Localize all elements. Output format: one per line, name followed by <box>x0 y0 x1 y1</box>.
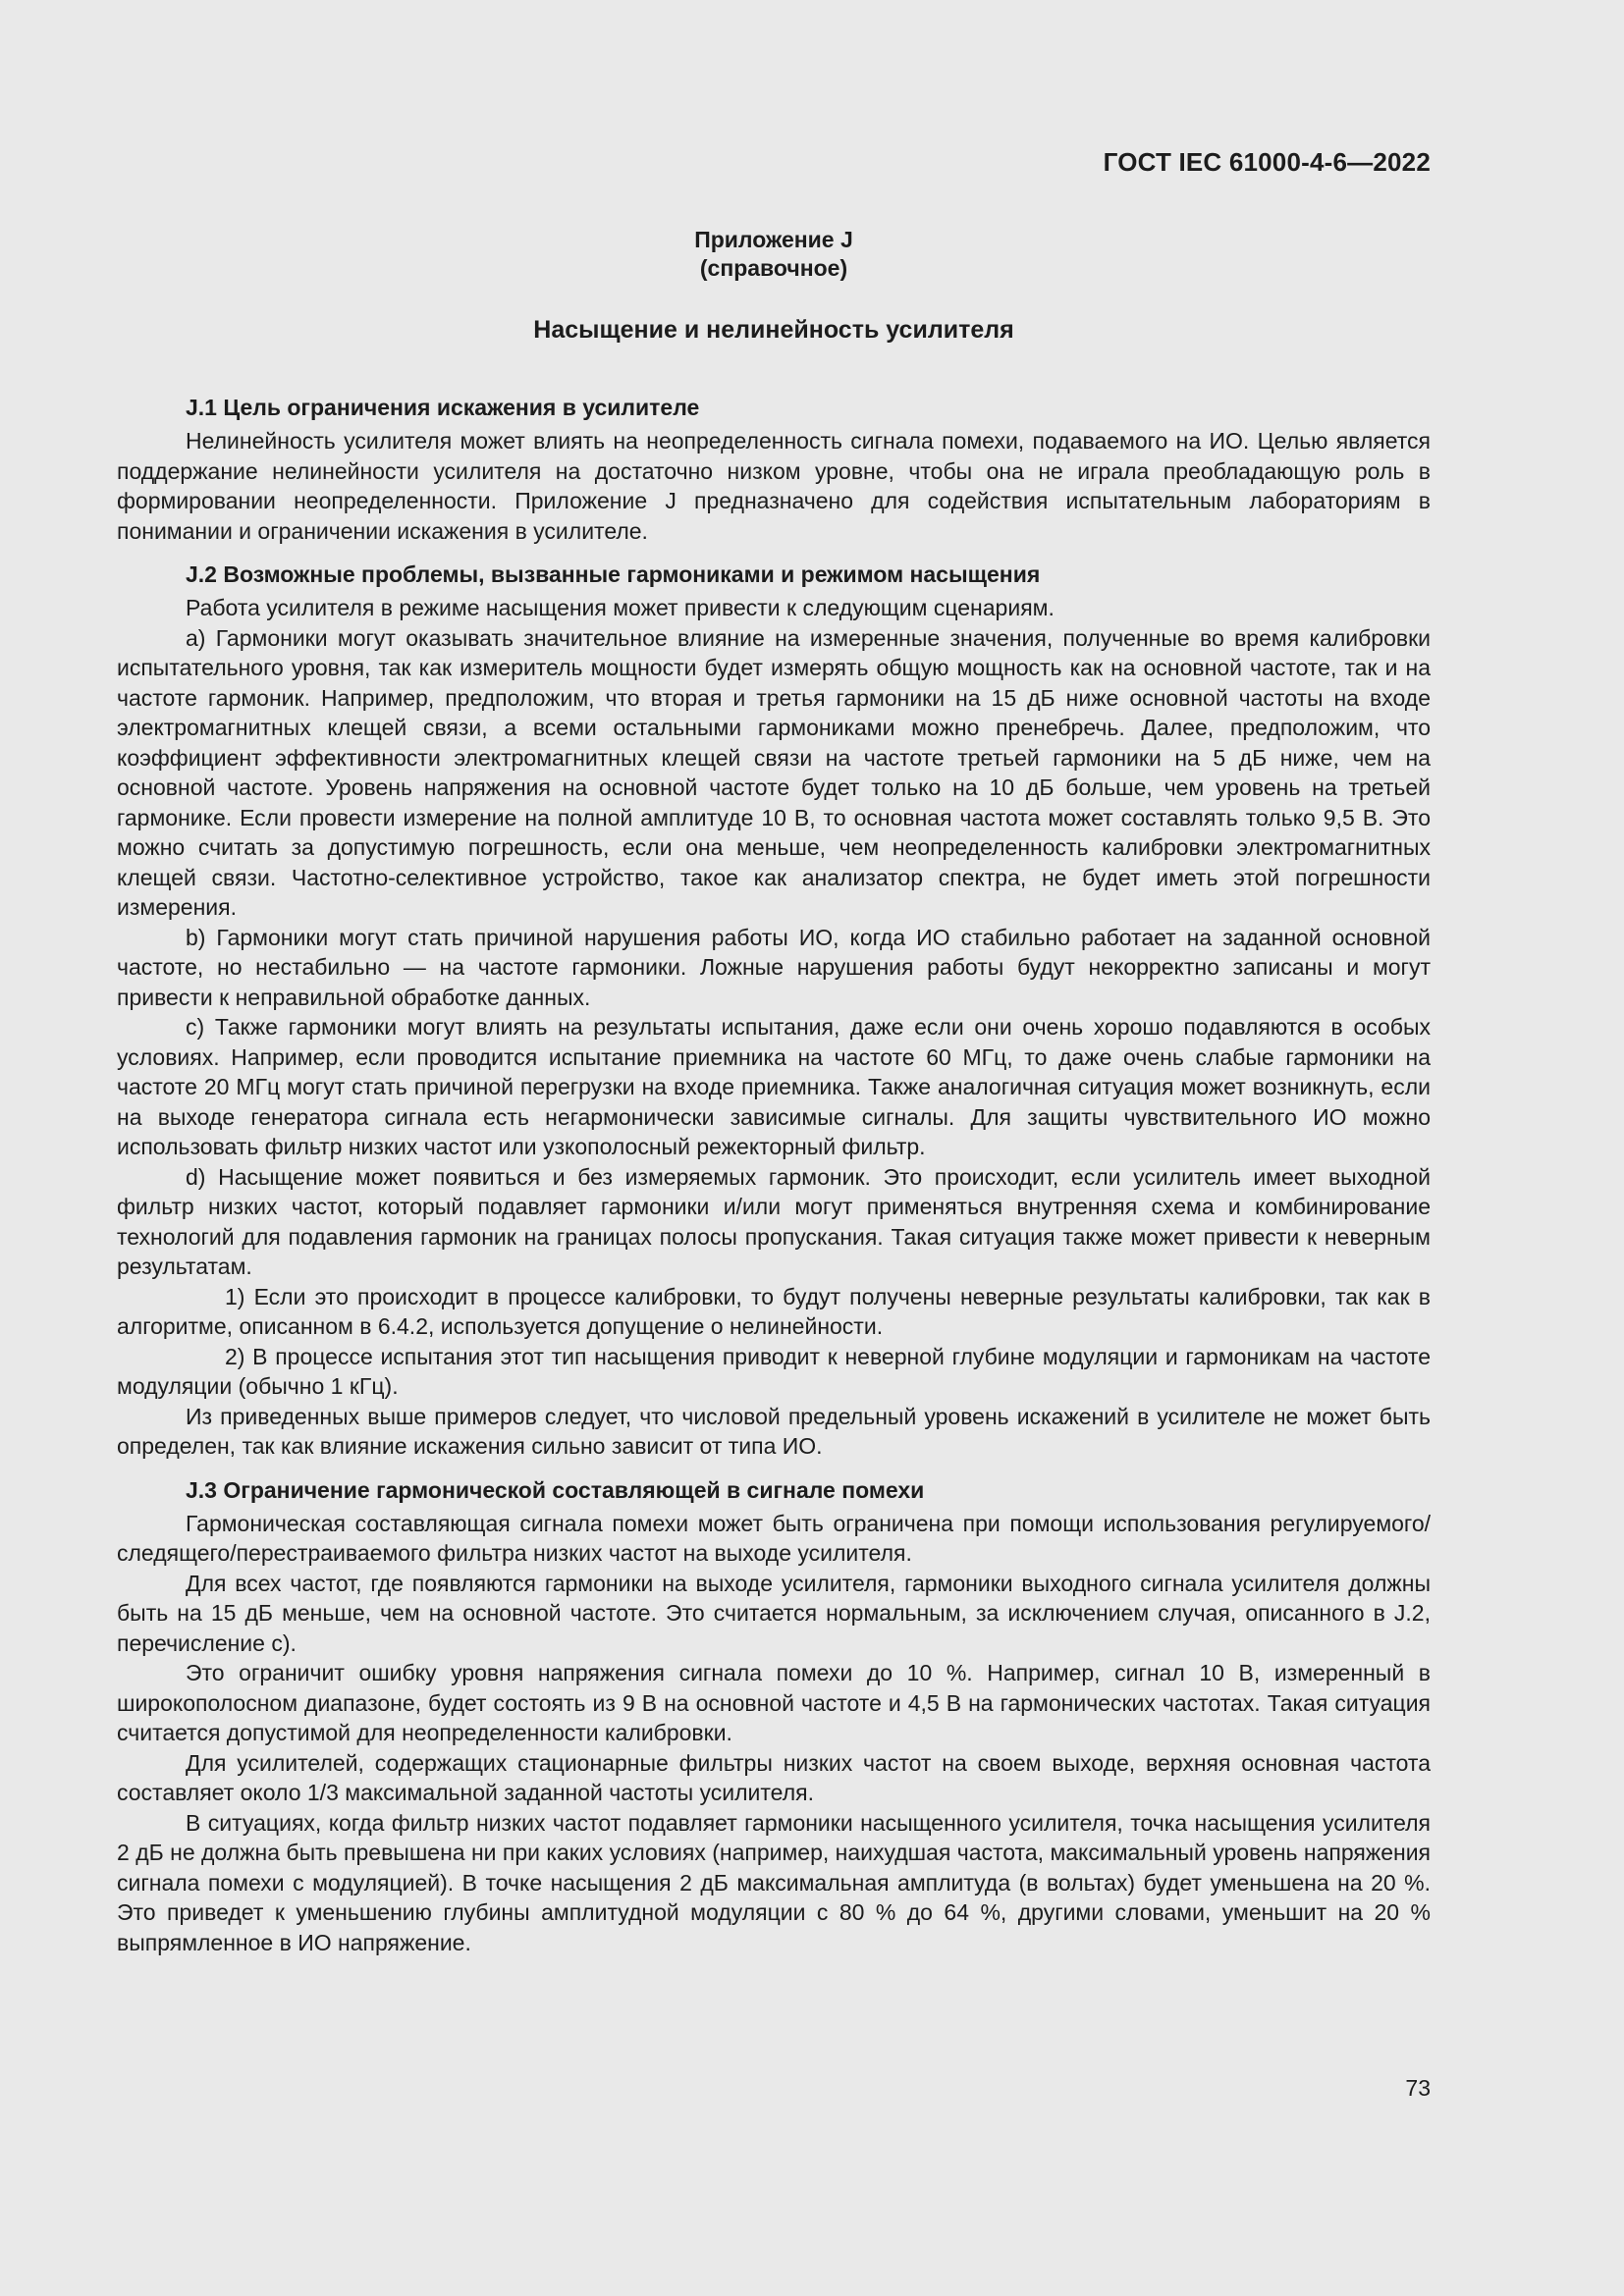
standard-code: ГОСТ IEC 61000-4-6—2022 <box>1103 147 1431 177</box>
list-item-a: a) Гармоники могут оказывать значительное влияние на измеренные значения, полученные во время калибровки испытательного уровня, так как измеритель мощности будет измерять общую мощность как на основной частоте, так и на частоте гармоник. Например, предположим, что вторая и третья гармоники на 15 дБ ниже основной частоты на входе электромагнитных клещей связи, а всеми остальными гармониками можно пренебречь. Далее, предположим, что коэффициент эффективности электромагнитных клещей связи на частоте третьей гармоники на 5 дБ ниже, чем на основной частоте. Уровень напряжения на основной частоте будет только на 10 дБ больше, чем уровень на третьей гармонике. Если провести измерение на полной амплитуде 10 В, то основная частота может составлять только 9,5 В. Это можно считать за допустимую погрешность, если она меньше, чем неопределенность калибровки электромагнитных клещей связи. Частотно-селективное устройство, такое как анализатор спектра, не будет иметь этой погрешности измерения. <box>117 624 1431 920</box>
page-number: 73 <box>1405 2075 1431 2101</box>
annex-heading <box>0 226 1547 283</box>
annex-title: Насыщение и нелинейность усилителя <box>533 316 1014 344</box>
paragraph: Нелинейность усилителя может влиять на неопределенность сигнала помехи, подаваемого на ИО. Целью является поддержание нелинейности усилителя на достаточно низком уровне, чтобы она не играла преобладающую роль в формировании неопределенности. Приложение J предназначено для содействия испытательным лабораториям в понимании и ограничении искажения в усилителе. <box>117 428 1431 544</box>
section-heading-j1: J.1 Цель ограничения искажения в усилителе <box>186 395 700 420</box>
paragraph: В ситуациях, когда фильтр низких частот подавляет гармоники насыщенного усилителя, точка насыщения усилителя 2 дБ не должна быть превышена ни при каких условиях (например, наихудшая частота, максимальный уровень напряжения сигнала помехи с модуляцией). В точке насыщения 2 дБ максимальная амплитуда (в вольтах) будет уменьшена на 20 %. Это приведет к уменьшению глубины амплитудной модуляции с 80 % до 64 %, другими словами, уменьшит на 20 % выпрямленное в ИО напряжение. <box>117 1809 1431 1955</box>
sub-item-2: 2) В процессе испытания этот тип насыщения приводит к неверной глубине модуляции и гармоникам на частоте модуляции (обычно 1 кГц). <box>117 1343 1431 1399</box>
list-item-c: c) Также гармоники могут влиять на результаты испытания, даже если они очень хорошо подавляются в особых условиях. Например, если проводится испытание приемника на частоте 60 МГц, то даже очень слабые гармоники на частоте 20 МГц могут стать причиной перегрузки на входе приемника. Также аналогичная ситуация может возникнуть, если на выходе генератора сигнала есть негармонически зависимые сигналы. Для защиты чувствительного ИО можно использовать фильтр низких частот или узкополосный режекторный фильтр. <box>117 1014 1431 1159</box>
paragraph: Для всех частот, где появляются гармоники на выходе усилителя, гармоники выходного сигнала усилителя должны быть на 15 дБ меньше, чем на основной частоте. Это считается нормальным, за исключением случая, описанного в J.2, перечисление c). <box>117 1570 1431 1656</box>
paragraph: Из приведенных выше примеров следует, что числовой предельный уровень искажений в усилителе не может быть определен, так как влияние искажения сильно зависит от типа ИО. <box>117 1403 1431 1459</box>
paragraph: Гармоническая составляющая сигнала помехи может быть ограничена при помощи использования регулируемого/следящего/перестраиваемого фильтра низких частот на выходе усилителя. <box>117 1510 1431 1566</box>
section-heading-j3: J.3 Ограничение гармонической составляющей в сигнале помехи <box>186 1476 925 1503</box>
section-heading-j2: J.2 Возможные проблемы, вызванные гармониками и режимом насыщения <box>186 561 1041 587</box>
list-item-d: d) Насыщение может появиться и без измеряемых гармоник. Это происходит, если усилитель имеет выходной фильтр низких частот, который подавляет гармоники и/или могут применяться внутренняя схема и комбинирование технологий для подавления гармоник на границах полосы пропускания. Такая ситуация также может привести к неверным результатам. <box>117 1163 1431 1279</box>
paragraph: Работа усилителя в режиме насыщения может привести к следующим сценариям. <box>186 595 1055 620</box>
paragraph: Это ограничит ошибку уровня напряжения сигнала помехи до 10 %. Например, сигнал 10 В, измеренный в широкополосном диапазоне, будет состоять из 9 В на основной частоте и 4,5 В на гармонических частотах. Такая ситуация считается допустимой для неопределенности калибровки. <box>117 1660 1431 1745</box>
paragraph: Для усилителей, содержащих стационарные фильтры низких частот на своем выходе, верхняя основная частота составляет около 1/3 максимальной заданной частоты усилителя. <box>117 1749 1431 1805</box>
document-body <box>117 393 1431 1957</box>
list-item-b: b) Гармоники могут стать причиной нарушения работы ИО, когда ИО стабильно работает на заданной основной частоте, но нестабильно — на частоте гармоники. Ложные нарушения работы будут некорректно записаны и могут привести к неправильной обработке данных. <box>117 924 1431 1010</box>
annex-status: (справочное) <box>699 255 848 281</box>
sub-item-1: 1) Если это происходит в процессе калибровки, то будут получены неверные результаты калибровки, так как в алгоритме, описанном в 6.4.2, используется допущение о нелинейности. <box>117 1283 1431 1339</box>
annex-label: Приложение J <box>694 227 853 252</box>
